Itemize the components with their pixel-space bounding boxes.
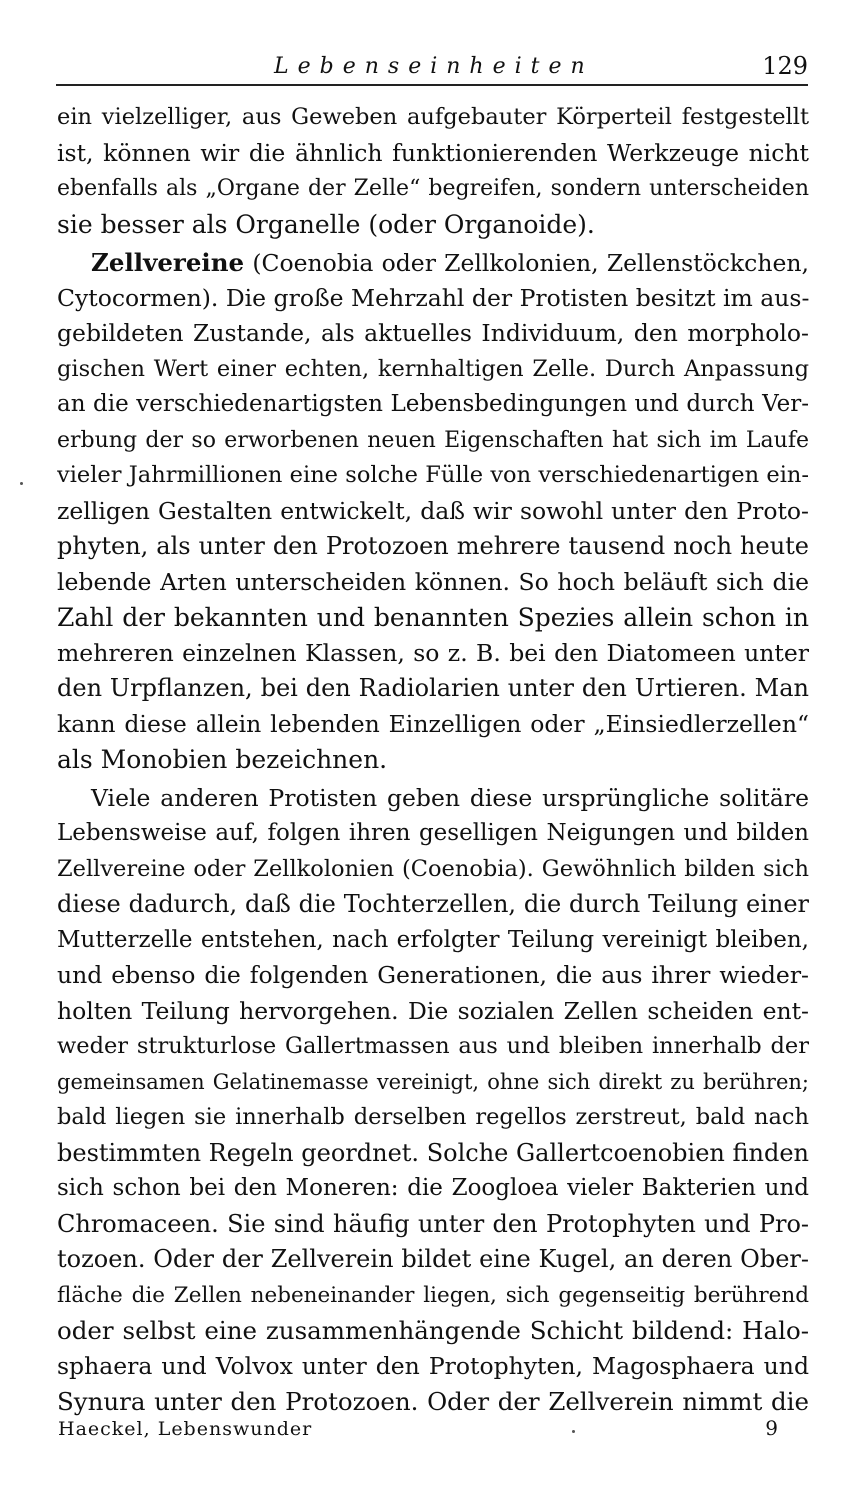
text-line: holten Teilung hervorgehen. Die sozialen Zellen scheiden ent- <box>57 996 809 1025</box>
text-line: fläche die Zellen nebeneinander liegen, sich gegenseitig berührend <box>57 1282 809 1308</box>
text-line: den Urpflanzen, bei den Radiolarien unter den Urtieren. Man <box>57 674 809 702</box>
paper-speck <box>572 1430 575 1433</box>
section-heading: Zellvereine <box>91 248 245 277</box>
text-line: an die verschiedenartigsten Lebensbedingungen und durch Ver- <box>57 391 809 417</box>
text-line: Synura unter den Protozoen. Oder der Zellverein nimmt die <box>57 1387 809 1416</box>
text-line: sphaera und Volvox unter den Protophyten, Magosphaera und <box>57 1351 809 1380</box>
paper-speck <box>20 482 23 485</box>
running-head <box>56 48 808 88</box>
page-footer <box>56 1414 808 1454</box>
page-body <box>57 100 809 1420</box>
text-line: sie besser als Organelle (oder Organoide). <box>57 209 595 239</box>
text-line: mehreren einzelnen Klassen, so z. B. bei den Diatomeen unter <box>57 638 809 667</box>
text-run: (Coenobia oder Zellkolonien, Zellenstöckchen, <box>244 249 809 277</box>
text-line: Mutterzelle entstehen, nach erfolgter Teilung vereinigt bleiben, <box>57 926 809 953</box>
text-line: Zellvereine oder Zellkolonien (Coenobia). Gewöhnlich bilden sich <box>57 855 809 882</box>
text-line: und ebenso die folgenden Generationen, die aus ihrer wieder- <box>57 961 809 989</box>
page-number: 129 <box>762 52 808 80</box>
signature-mark: Haeckel, Lebenswunder <box>58 1418 313 1440</box>
text-line: Zahl der bekannten und benannten Spezies allein schon in <box>57 603 809 632</box>
text-line: diese dadurch, daß die Tochterzellen, die durch Teilung einer <box>57 890 809 918</box>
text-line: gemeinsamen Gelatinemasse vereinigt, ohne sich direkt zu berühren; <box>57 1069 809 1094</box>
text-line <box>57 245 809 281</box>
text-line: kann diese allein lebenden Einzelligen oder „Einsiedlerzellen“ <box>57 709 809 738</box>
text-line: ist, können wir die ähnlich funktionierenden Werkzeuge nicht <box>57 138 809 167</box>
text-line: Cytocormen). Die große Mehrzahl der Protisten besitzt im aus- <box>57 283 809 312</box>
text-line: lebende Arten unterscheiden können. So hoch beläuft sich die <box>57 567 809 596</box>
text-line: Viele anderen Protisten geben diese ursprüngliche solitäre <box>91 783 809 812</box>
text-line: gischen Wert einer echten, kernhaltigen Zelle. Durch Anpassung <box>57 355 809 382</box>
header-rule <box>56 84 808 86</box>
text-line: ebenfalls als „Organe der Zelle“ begreifen, sondern unterscheiden <box>57 176 809 201</box>
text-line: bestimmten Regeln geordnet. Solche Gallertcoenobien finden <box>57 1138 809 1167</box>
text-line: phyten, als unter den Protozoen mehrere tausend noch heute <box>57 532 809 560</box>
text-line: zelligen Gestalten entwickelt, daß wir sowohl unter den Proto- <box>57 496 809 525</box>
text-line: sich schon bei den Moneren: die Zoogloea vieler Bakterien und <box>57 1175 809 1201</box>
text-line: vieler Jahrmillionen eine solche Fülle von verschiedenartigen ein- <box>57 462 809 488</box>
text-line: Chromaceen. Sie sind häufig unter den Protophyten und Pro- <box>57 1209 809 1238</box>
text-line: Lebensweise auf, folgen ihren geselligen Neigungen und bilden <box>57 820 809 846</box>
paragraph <box>57 245 809 778</box>
text-line: ein vielzelliger, aus Geweben aufgebauter Körperteil festgestellt <box>57 104 809 130</box>
text-line: oder selbst eine zusammenhängende Schicht bildend: Halo- <box>57 1316 809 1345</box>
paragraph <box>57 781 809 1420</box>
running-title: Lebenseinheiten <box>274 54 594 79</box>
text-line: bald liegen sie innerhalb derselben regellos zerstreut, bald nach <box>57 1104 809 1130</box>
text-line: erbung der so erworbenen neuen Eigenschaften hat sich im Laufe <box>57 427 809 453</box>
signature-number: 9 <box>765 1416 778 1440</box>
text-line: gebildeten Zustande, als aktuelles Individuum, den morpholo- <box>57 319 809 347</box>
text-line: tozoen. Oder der Zellverein bildet eine Kugel, an deren Ober- <box>57 1245 809 1273</box>
text-line: als Monobien bezeichnen. <box>57 745 388 774</box>
paragraph <box>57 100 809 242</box>
text-line: weder strukturlose Gallertmassen aus und bleiben innerhalb der <box>57 1033 809 1059</box>
